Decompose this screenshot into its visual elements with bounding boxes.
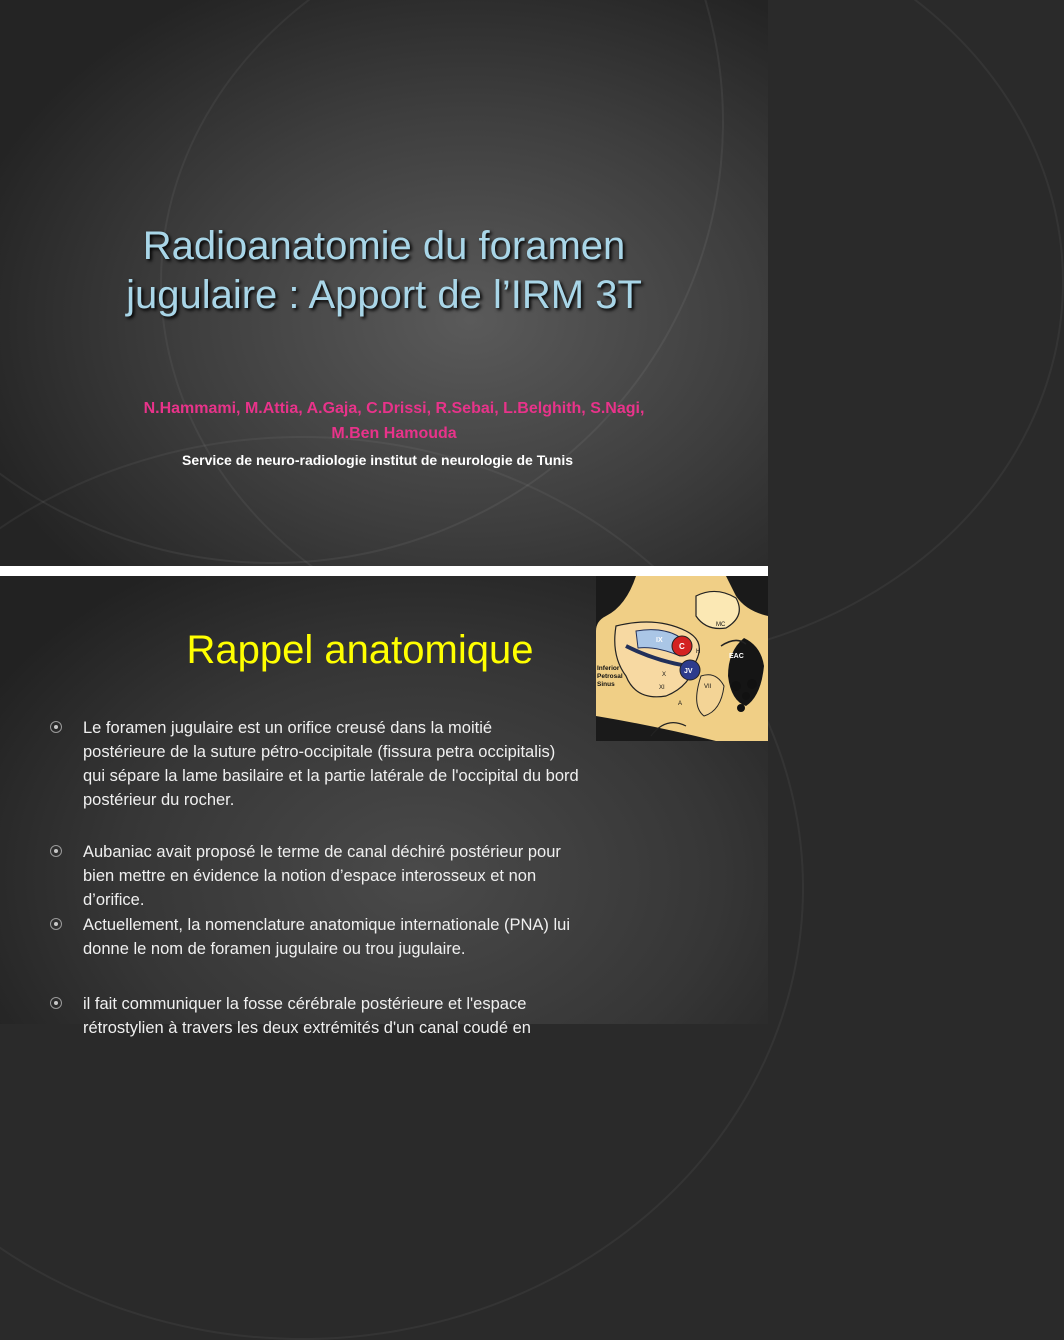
bullet-line: rétrostylien à travers les deux extrémités d'un canal coudé en	[83, 1019, 531, 1037]
label-eac: EAC	[729, 653, 744, 660]
slide-heading: Rappel anatomique	[186, 628, 534, 672]
bullet-line: donne le nom de foramen jugulaire ou trou jugulaire.	[83, 940, 466, 958]
label-ix: IX	[656, 637, 663, 644]
institution: Service de neuro-radiologie institut de neurologie de Tunis	[182, 452, 574, 468]
bullet-text	[83, 840, 663, 912]
label-jv: JV	[684, 668, 693, 675]
label-h: H	[696, 649, 701, 655]
bullet-line: Le foramen jugulaire est un orifice creusé dans la moitié	[83, 719, 493, 737]
bullet-icon	[50, 845, 62, 857]
bullet-line: il fait communiquer la fosse cérébrale postérieure et l'espace	[83, 995, 527, 1013]
bullet-line: postérieur du rocher.	[83, 791, 235, 809]
title-line-2: jugulaire : Apport de l’IRM 3T	[126, 273, 642, 317]
title-line-1: Radioanatomie du foramen	[142, 224, 626, 268]
bullet-text	[83, 992, 663, 1040]
content-slide	[0, 576, 768, 1037]
bullet-text	[83, 913, 663, 961]
bullet-line: postérieure de la suture pétro-occipitale (fissura petra occipitalis)	[83, 743, 556, 761]
slide-title	[40, 222, 728, 320]
authors-line-1: N.Hammami, M.Attia, A.Gaja, C.Drissi, R.Sebai, L.Belghith, S.Nagi,	[143, 400, 645, 417]
bullet-icon	[50, 918, 62, 930]
label-sinus-2: Petrosal	[597, 673, 623, 680]
label-sinus-3: Sinus	[597, 681, 615, 688]
bullet-line: d’orifice.	[83, 891, 145, 909]
label-vii: VII	[704, 684, 712, 690]
bullet-icon	[50, 721, 62, 733]
bullet-line: Aubaniac avait proposé le terme de canal déchiré postérieur pour	[83, 843, 561, 861]
label-xi: XI	[659, 685, 665, 691]
label-c: C	[679, 642, 685, 651]
bullet-line: Actuellement, la nomenclature anatomique internationale (PNA) lui	[83, 916, 571, 934]
bullet-text	[83, 716, 663, 812]
label-a: A	[678, 701, 683, 707]
bullet-line: qui sépare la lame basilaire et la partie latérale de l'occipital du bord	[83, 767, 579, 785]
label-sinus-1: Inferior	[597, 665, 620, 672]
bullet-icon	[50, 997, 62, 1009]
label-mc: MC	[716, 622, 726, 628]
bullet-line: bien mettre en évidence la notion d’espace interosseux et non	[83, 867, 537, 885]
authors-line-2: M.Ben Hamouda	[331, 425, 457, 442]
label-x: X	[662, 672, 667, 678]
authors	[70, 396, 718, 446]
